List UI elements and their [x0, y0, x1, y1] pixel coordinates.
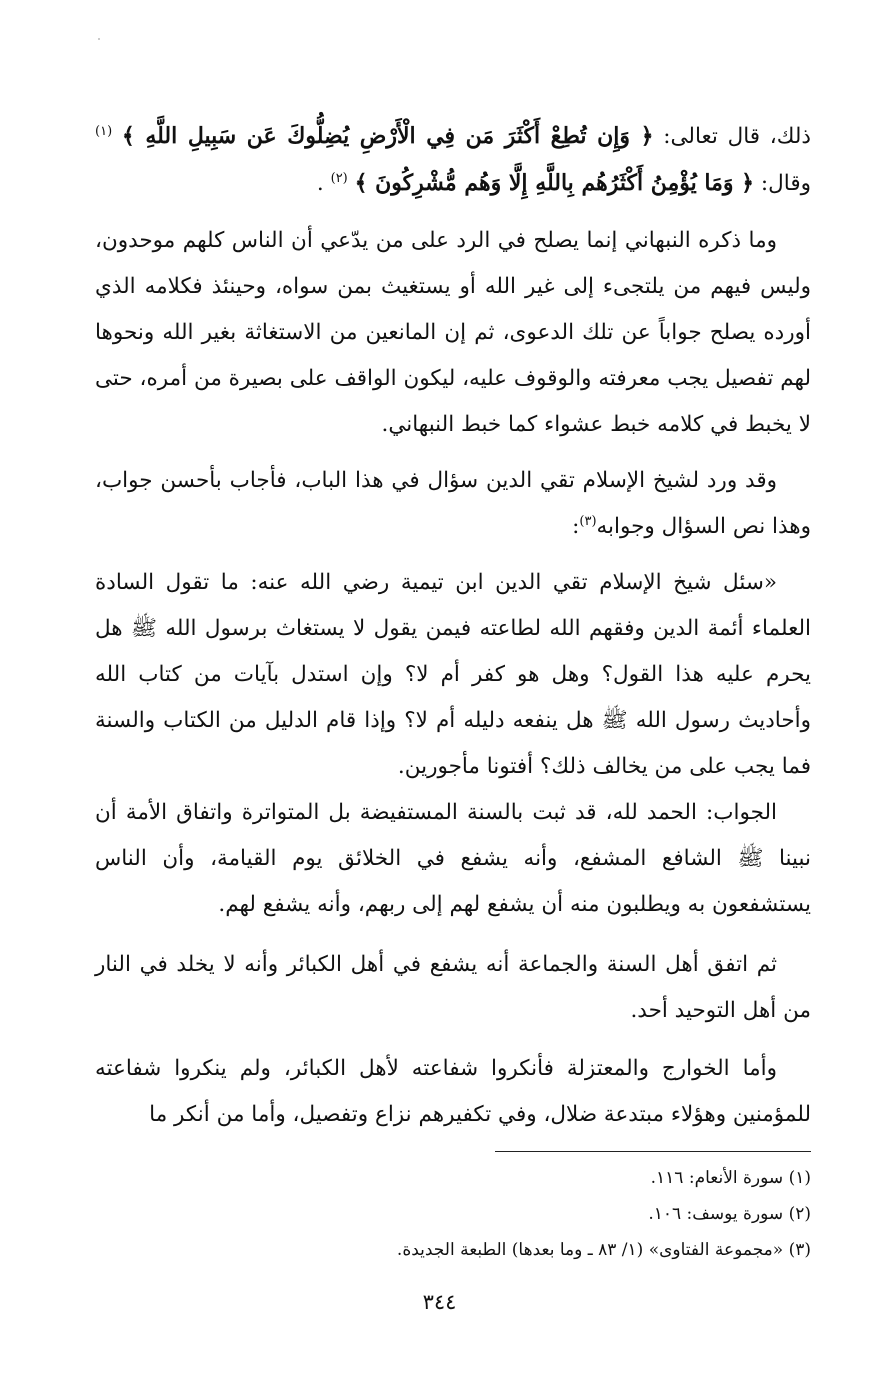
main-text-question-intro: [95, 458, 811, 550]
main-text-answer: [95, 790, 811, 928]
paragraph-7: وأما الخوارج والمعتزلة فأنكروا شفاعته لأهل الكبائر، ولم ينكروا شفاعته للمؤمنين وهؤلاء مبتدعة ضلال، وفي تكفيرهم نزاع وتفصيل، وأما من أنكر ما: [95, 1056, 811, 1127]
paragraph-3: [95, 458, 811, 550]
paragraph-4: «سئل شيخ الإسلام تقي الدين ابن تيمية رضي الله عنه: ما تقول السادة العلماء أئمة الدين وفقهم الله لطاعته فيمن يقول لا يستغاث برسول الله ﷺ هل يحرم عليه هذا القول؟ وهل هو كفر أم لا؟ وإن استدل بآيات من كتاب الله وأحاديث رسول الله ﷺ هل ينفعه دليله أم لا؟ وإذا قام الدليل من الكتاب والسنة فما يجب على من يخالف ذلك؟ أفتونا مأجورين.: [95, 570, 811, 779]
footnote-ref-2: (٢): [330, 170, 348, 186]
paragraph-2: وما ذكره النبهاني إنما يصلح في الرد على من يدّعي أن الناس كلهم موحدون، وليس فيهم من يلتجىء إلى غير الله أو يستغيث بمن سواه، وحينئذ فكلامه الذي أورده يصلح جواباً عن تلك الدعوى، ثم إن المانعين من الاستغاثة بغير الله ونحوها لهم تفصيل يجب معرفته والوقوف عليه، ليكون الواقف على بصيرة من أمره، حتى لا يخبط في كلامه خبط عشواء كما خبط النبهاني.: [95, 228, 811, 437]
page-number: ٣٤٤: [422, 1290, 457, 1314]
text-run: ذلك، قال تعالى:: [653, 124, 811, 149]
footnote-ref-3: (٣): [579, 513, 597, 529]
main-text-body: [95, 218, 811, 448]
quran-verse-1: ﴿ وَإِن تُطِعْ أَكْثَرَ مَن فِي الْأَرْضِ يُضِلُّوكَ عَن سَبِيلِ اللَّهِ ﴾: [121, 123, 654, 149]
footnote-2: (٢) سورة يوسف: ١٠٦.: [648, 1204, 811, 1224]
paragraph-6: ثم اتفق أهل السنة والجماعة أنه يشفع في أهل الكبائر وأنه لا يخلد في النار من أهل التوحيد أحد.: [95, 952, 811, 1023]
footnote-1: (١) سورة الأنعام: ١١٦.: [650, 1168, 811, 1188]
text-run: .: [316, 171, 324, 196]
main-text-khawarij: [95, 1046, 811, 1138]
quran-verse-2: ﴿ وَمَا يُؤْمِنُ أَكْثَرُهُم بِاللَّهِ إِلَّا وَهُم مُّشْرِكُونَ ﴾: [354, 170, 755, 196]
footnote-ref-1: (١): [95, 123, 113, 139]
text-run: :: [572, 514, 580, 539]
main-text: [95, 113, 811, 207]
main-text-ahl-sunna: [95, 942, 811, 1034]
paragraph-quran-verses: [95, 113, 811, 207]
text-run: وقال:: [754, 171, 811, 196]
speck: [98, 38, 100, 40]
paragraph-5: الجواب: الحمد لله، قد ثبت بالسنة المستفيضة بل المتواترة واتفاق الأمة أن نبينا ﷺ الشافع المشفع، وأنه يشفع في الخلائق يوم القيامة، وأن الناس يستشفعون به ويطلبون منه أن يشفع لهم إلى ربهم، وأنه يشفع لهم.: [95, 800, 811, 917]
footnote-3: (٣) «مجموعة الفتاوى» (١/ ٨٣ ـ وما بعدها) الطبعة الجديدة.: [396, 1240, 811, 1260]
footnote-separator: [495, 1151, 811, 1152]
footnotes: [95, 1160, 811, 1268]
text-run: وقد ورد لشيخ الإسلام تقي الدين سؤال في هذا الباب، فأجاب بأحسن جواب، وهذا نص السؤال وجوابه: [95, 468, 811, 539]
main-text-question: [95, 560, 811, 790]
